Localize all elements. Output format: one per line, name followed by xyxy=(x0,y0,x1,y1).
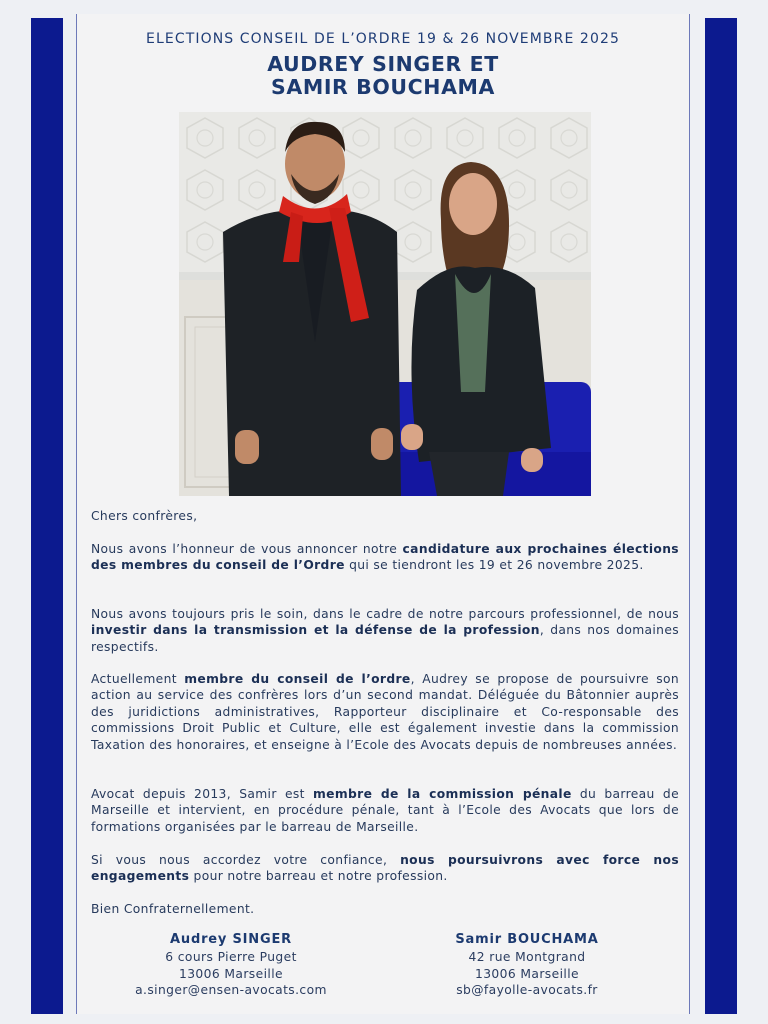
greeting: Chers confrères, xyxy=(91,509,198,523)
signature-samir xyxy=(397,932,657,999)
election-headline: ELECTIONS CONSEIL DE L’ORDRE 19 & 26 NOVEMBRE 2025 xyxy=(146,31,620,47)
signature-name: Audrey SINGER xyxy=(170,932,292,947)
left-frame-bar xyxy=(31,18,63,1014)
paragraph-commitment: Nous avons toujours pris le soin, dans le cadre de notre parcours professionnel, de nous investir dans la transmission et la défense de la profession, dans nos domaines respectifs. xyxy=(91,607,679,654)
engagement-highlight: nous poursuivrons avec force nos engagements xyxy=(91,853,679,884)
flyer-page xyxy=(76,14,690,1014)
criminal-commission-highlight: membre de la commission pénale xyxy=(313,787,572,801)
signature-street: 6 cours Pierre Puget xyxy=(165,949,297,964)
signature-city: 13006 Marseille xyxy=(178,966,283,981)
paragraph-samir: Avocat depuis 2013, Samir est membre de la commission pénale du barreau de Marseille et intervient, en procédure pénale, tant à l’Ecole des Avocats que lors de formations organisées par le barreau de Marseille. xyxy=(91,787,679,834)
paragraph-audrey: Actuellement membre du conseil de l’ordre, Audrey se propose de poursuivre son action au service des confrères lors d’un second mandat. Déléguée du Bâtonnier auprès des juridictions administratives, Rapporteur disciplinaire et Co-responsable des commissions Droit Public et Culture, elle est également investie dans la commission Taxation des honoraires, et enseigne à l’Ecole des Avocats depuis de nombreuses années. xyxy=(91,672,680,752)
candidates-title xyxy=(77,53,689,99)
candidates-title-line1: AUDREY SINGER ET xyxy=(267,52,499,76)
signature-street: 42 rue Montgrand xyxy=(468,949,586,964)
council-member-highlight: membre du conseil de l’ordre xyxy=(184,672,411,686)
commitment-highlight: investir dans la transmission et la défense de la profession xyxy=(91,623,540,638)
signature-city: 13006 Marseille xyxy=(474,966,579,981)
candidacy-highlight: candidature aux prochaines élections des membres du conseil de l’Ordre xyxy=(91,542,679,573)
closing: Bien Confraternellement. xyxy=(91,902,255,916)
signature-email[interactable]: a.singer@ensen-avocats.com xyxy=(135,983,327,998)
candidates-title-line2: SAMIR BOUCHAMA xyxy=(270,75,495,99)
candidates-photo xyxy=(179,112,591,496)
signature-email[interactable]: sb@fayolle-avocats.fr xyxy=(456,983,598,998)
paragraph-confidence: Si vous nous accordez votre confiance, nous poursuivrons avec force nos engagements pour notre barreau et notre profession. xyxy=(91,853,679,884)
signature-audrey xyxy=(101,932,361,999)
paragraph-candidacy: Nous avons l’honneur de vous annoncer notre candidature aux prochaines élections des membres du conseil de l’Ordre qui se tiendront les 19 et 26 novembre 2025. xyxy=(91,542,679,573)
candidates-photo-illustration xyxy=(179,112,591,496)
right-frame-bar xyxy=(705,18,737,1014)
signature-name: Samir BOUCHAMA xyxy=(455,932,599,947)
